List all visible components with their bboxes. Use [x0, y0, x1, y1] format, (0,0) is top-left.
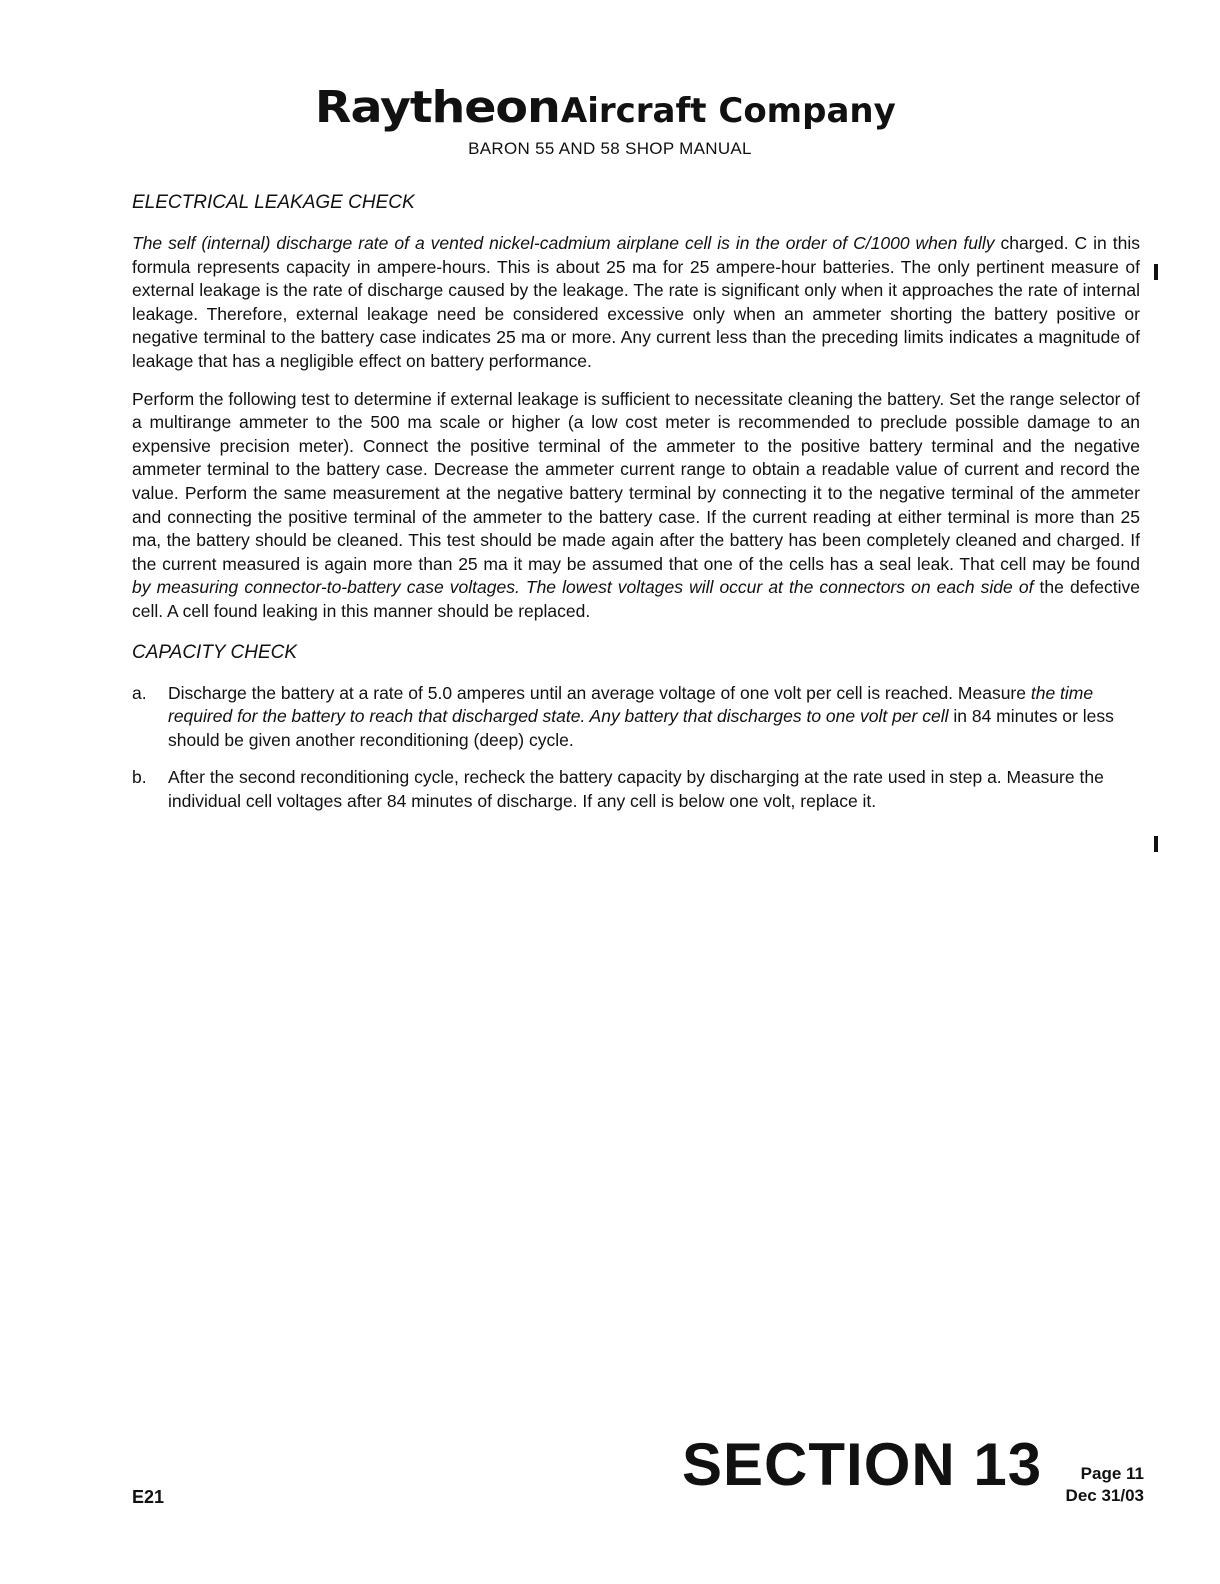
- footer-section-title: SECTION 13: [682, 1431, 1043, 1498]
- leakage-p2-text: Perform the following test to determine if external leakage is sufficient to necessitate cleaning the battery. Set the range selector of a multirange ammeter to the 500 ma scale or higher (a low cost meter is recommended to preclude possible damage to an expensive precision meter). Connect the positive terminal of the ammeter to the positive battery terminal and the negative ammeter terminal to the battery case. Decrease the ammeter current range to obtain a readable value of current and record the value. Perform the same measurement at the negative battery terminal by connecting it to the negative terminal of the ammeter and connecting the positive terminal of the ammeter to the battery case. If the current reading at either terminal is more than 25 ma, the battery should be cleaned. This test should be made again after the battery has been completely cleaned and charged. If the current measured is again more than 25 ma it may be assumed that one of the cells has a seal leak. That cell may be found: [132, 388, 1140, 574]
- company-logo: [315, 82, 896, 133]
- leakage-heading: ELECTRICAL LEAKAGE CHECK: [132, 192, 415, 213]
- leakage-paragraph-2: [132, 388, 1140, 624]
- brand-name: Raytheon: [315, 82, 560, 133]
- leakage-p2-italic: by measuring connector-to-battery case voltages. The lowest voltages will occur at the connectors on each side of: [132, 577, 1034, 598]
- footer-date: Dec 31/03: [1065, 1486, 1144, 1505]
- step-a-letter: a.: [132, 682, 147, 703]
- capacity-heading: CAPACITY CHECK: [132, 641, 298, 663]
- footer-code: E21: [132, 1487, 165, 1507]
- page-content: [132, 192, 1140, 827]
- step-a-text: [168, 682, 1140, 753]
- step-b-text: After the second reconditioning cycle, recheck the battery capacity by discharging at the rate used in step a. Measure the individual cell voltages after 84 minutes of discharge. If any cell is below one volt, replace it.: [168, 767, 1104, 811]
- step-a-italic: the time required for the battery to reach that discharged state. Any battery that discharges to one volt per cell: [168, 682, 1094, 727]
- leakage-p1-text: charged. C in this formula represents capacity in ampere-hours. This is about 25 ma for 25 ampere-hour batteries. The only pertinent measure of external leakage is the rate of discharge caused by the leakage. The rate is significant only when it approaches the rate of internal leakage. Therefore, external leakage need be considered excessive only when an ammeter shorting the battery positive or negative terminal to the battery case indicates 25 ma or more. Any current less than the preceding limits indicates a magnitude of leakage that has a negligible effect on battery performance.: [132, 233, 1140, 371]
- footer-page-number: Page 11: [1080, 1464, 1144, 1483]
- step-b-letter: b.: [132, 767, 147, 788]
- manual-title: BARON 55 AND 58 SHOP MANUAL: [468, 139, 752, 158]
- change-bar: [1154, 264, 1158, 280]
- capacity-step-b: [132, 766, 1140, 813]
- capacity-step-a: [132, 682, 1140, 753]
- leakage-p2-end: the defective cell. A cell found leaking in this manner should be replaced.: [132, 577, 1140, 621]
- leakage-p1-italic: The self (internal) discharge rate of a vented nickel-cadmium airplane cell is in the order of C/1000 when fully: [132, 233, 995, 253]
- step-a-text-1: Discharge the battery at a rate of 5.0 amperes until an average voltage of one volt per cell is reached. Measure: [168, 682, 1026, 703]
- step-a-text-2: in 84 minutes or less should be given another reconditioning (deep) cycle.: [168, 706, 1114, 750]
- company-name: Aircraft Company: [560, 91, 896, 131]
- page-header: [0, 82, 1220, 159]
- leakage-paragraph-1: [132, 232, 1140, 374]
- change-bar: [1154, 836, 1158, 852]
- footer-page-info: [1036, 1463, 1144, 1507]
